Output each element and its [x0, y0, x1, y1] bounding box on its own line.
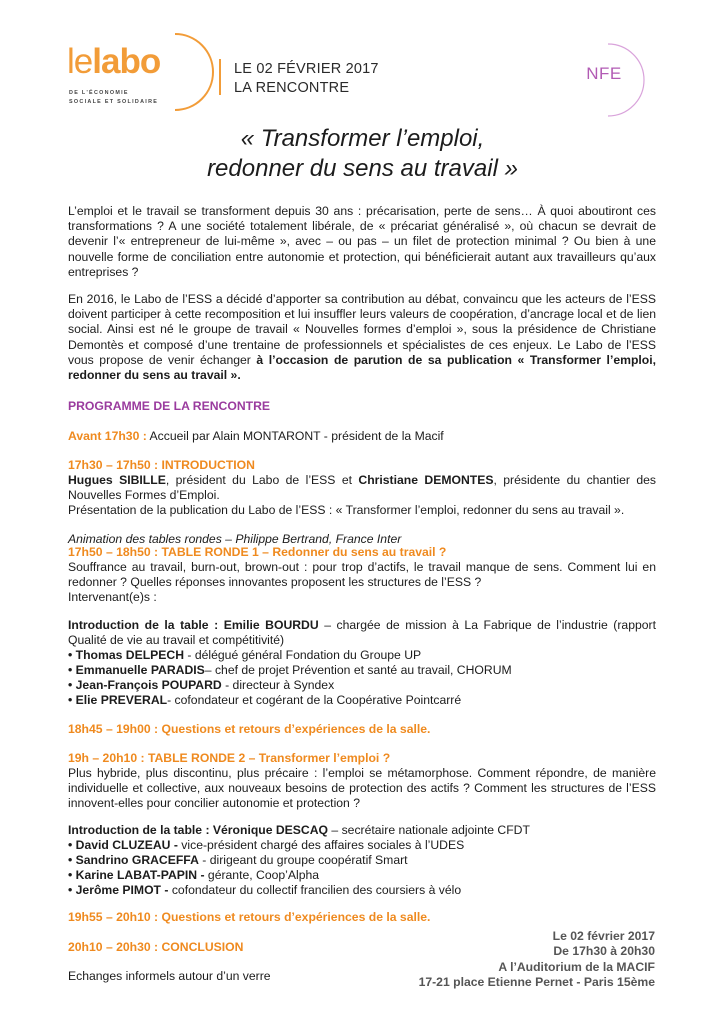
tr1-speaker-role: - délégué général Fondation du Groupe UP	[184, 648, 422, 662]
logo-wordmark	[67, 42, 160, 82]
tr1-speaker-role: - directeur à Syndex	[221, 678, 335, 692]
nfe-logo	[578, 40, 658, 120]
title-line1: « Transformer l’emploi,	[240, 125, 485, 152]
tr2-speaker-role: gérante, Coop’Alpha	[204, 868, 320, 882]
tr2-questions: 19h55 – 20h10 : Questions et retours d’expériences de la salle.	[68, 910, 431, 924]
event-time: De 17h30 à 20h30	[553, 944, 655, 959]
tr1-speaker	[68, 678, 334, 693]
tr2-speaker-role: vice-président chargé des affaires sociales à l’UDES	[177, 838, 465, 852]
speaker-sibille-role: , président du Labo de l’ESS et	[165, 473, 359, 487]
tr1-speaker-role: - cofondateur et cogérant de la Coopérative Pointcarré	[167, 693, 462, 707]
tr2-speaker	[68, 868, 319, 883]
tr2-speaker-role: cofondateur du collectif francilien des coursiers à vélo	[168, 883, 462, 897]
tr2-speaker-role: - dirigeant du groupe coopératif Smart	[198, 853, 408, 867]
tr2-speaker	[68, 853, 408, 868]
table-ronde-1-heading: 17h50 – 18h50 : TABLE RONDE 1 – Redonner du sens au travail ?	[68, 545, 447, 559]
header-event-info	[234, 60, 379, 98]
tr2-speaker-name: • Karine LABAT-PAPIN -	[68, 868, 205, 882]
tr2-speaker-name: • David CLUZEAU -	[68, 838, 178, 852]
intro-paragraph-1: L’emploi et le travail se transforment depuis 30 ans : précarisation, perte de sens… À quoi aboutiront ces transformations ? A une société totalement libérale, de « précariat généralisé », où chacun se devrait de devenir l’« entrepreneur de lui-même », avec – ou pas – un filet de protection minimal ? Ou bien à une nouvelle forme de conciliation entre autonomie et protection, qui bénéficierait autant aux travailleurs qu’aux entreprises ?	[68, 204, 656, 279]
speaker-sibille: Hugues SIBILLE	[68, 473, 166, 487]
event-venue: A l’Auditorium de la MACIF	[498, 959, 655, 974]
tr2-intro-role: – secrétaire nationale adjointe CFDT	[328, 823, 530, 837]
tr1-speaker	[68, 693, 461, 708]
title-line2: redonner du sens au travail »	[207, 155, 518, 182]
intro-session-speakers	[68, 473, 656, 503]
page-title	[0, 124, 725, 184]
tr2-intro-label: Introduction de la table : Véronique DESCAQ	[68, 823, 329, 837]
logo-subtitle-line1: DE L'ÉCONOMIE	[69, 90, 129, 96]
conclusion-heading: 20h10 – 20h30 : CONCLUSION	[68, 940, 244, 954]
tr1-speaker-name: • Jean-François POUPARD	[68, 678, 222, 692]
logo-subtitle	[69, 89, 158, 107]
logo-arc-graphic	[167, 32, 215, 112]
tr2-speaker	[68, 838, 464, 853]
event-date: Le 02 février 2017	[552, 929, 655, 943]
tr1-questions: 18h45 – 19h00 : Questions et retours d’expériences de la salle.	[68, 722, 431, 736]
table-ronde-2-description: Plus hybride, plus discontinu, plus précaire : l’emploi se métamorphose. Comment répondre, de manière individuelle et collective, aux nouveaux besoins de protection des actifs ? Comment les structures de l’ESS innovent-elles pour concilier autonomie et protection ?	[68, 766, 656, 811]
header-event-name: LA RENCONTRE	[234, 80, 350, 96]
intro-session-heading: 17h30 – 17h50 : INTRODUCTION	[68, 458, 255, 472]
speaker-demontes-role: , présidente du chantier des Nouvelles Formes d’Emploi.	[68, 473, 656, 503]
header-divider	[219, 59, 221, 95]
table-ronde-2-heading: 19h – 20h10 : TABLE RONDE 2 – Transformer l’emploi ?	[68, 751, 391, 765]
animation-line: Animation des tables rondes – Philippe Bertrand, France Inter	[68, 532, 402, 546]
tr1-speaker	[68, 663, 512, 678]
tr1-speaker-name: • Thomas DELPECH	[68, 648, 185, 662]
event-details	[419, 929, 655, 990]
table-ronde-2-introduction	[68, 823, 530, 838]
logo-word-labo: labo	[92, 42, 161, 81]
intro-paragraph-2	[68, 292, 656, 383]
intro-paragraph-2-text: En 2016, le Labo de l’ESS a décidé d’apporter sa contribution au débat, convaincu que les acteurs de l’ESS doivent participer à cette recomposition et lui insuffler leurs valeurs de coopération, d’ancrage local et de lien social. Ainsi est né le groupe de travail « Nouvelles formes d’emploi », sous la présidence de Christiane Demontès et composé d’une trentaine de professionnels et spécialistes de ces enjeux. Le Labo de l’ESS vous propose de venir échanger	[68, 292, 656, 367]
speaker-demontes: Christiane DEMONTES	[358, 473, 494, 487]
avant-time: Avant 17h30 :	[68, 429, 147, 443]
table-ronde-1-description: Souffrance au travail, burn-out, brown-out : pour trop d’actifs, le travail manque de sens. Comment lui en redonner ? Quelles réponses innovantes proposent les structures de l’ESS ?	[68, 560, 656, 590]
programme-avant	[68, 429, 444, 444]
tr1-intro-label: Introduction de la table : Emilie BOURDU	[68, 618, 319, 632]
avant-text: Accueil par Alain MONTARONT - président de la Macif	[146, 429, 444, 443]
programme-heading: PROGRAMME DE LA RENCONTRE	[68, 399, 270, 413]
labo-ess-logo	[67, 36, 187, 116]
tr2-speaker-name: • Sandrino GRACEFFA	[68, 853, 199, 867]
echanges-line: Echanges informels autour d’un verre	[68, 969, 271, 983]
tr1-speaker-name: • Emmanuelle PARADIS	[68, 663, 205, 677]
tr1-speaker-role: – chef de projet Prévention et santé au travail, CHORUM	[204, 663, 512, 677]
tr1-speaker-name: • Elie PREVERAL	[68, 693, 168, 707]
tr1-speaker	[68, 648, 421, 663]
nfe-logo-text: NFE	[586, 64, 622, 83]
table-ronde-1-intervenants: Intervenant(e)s :	[68, 590, 157, 604]
tr2-speaker	[68, 883, 461, 898]
intro-session-publication: Présentation de la publication du Labo de l’ESS : « Transformer l’emploi, redonner du sens au travail ».	[68, 503, 625, 517]
tr1-intro-role: – chargée de mission à La Fabrique de l’industrie (rapport Qualité de vie au travail et compétitivité)	[68, 618, 656, 648]
header-date: LE 02 FÉVRIER 2017	[234, 61, 379, 77]
tr2-speaker-name: • Jerôme PIMOT -	[68, 883, 169, 897]
event-address: 17-21 place Etienne Pernet - Paris 15ème	[418, 974, 655, 989]
table-ronde-1-introduction	[68, 618, 656, 648]
logo-subtitle-line2: SOCIALE ET SOLIDAIRE	[69, 99, 159, 105]
logo-word-le: le	[67, 42, 93, 81]
intro-paragraph-2-bold: à l’occasion de parution de sa publication « Transformer l’emploi, redonner du sens au travail ».	[68, 352, 656, 383]
